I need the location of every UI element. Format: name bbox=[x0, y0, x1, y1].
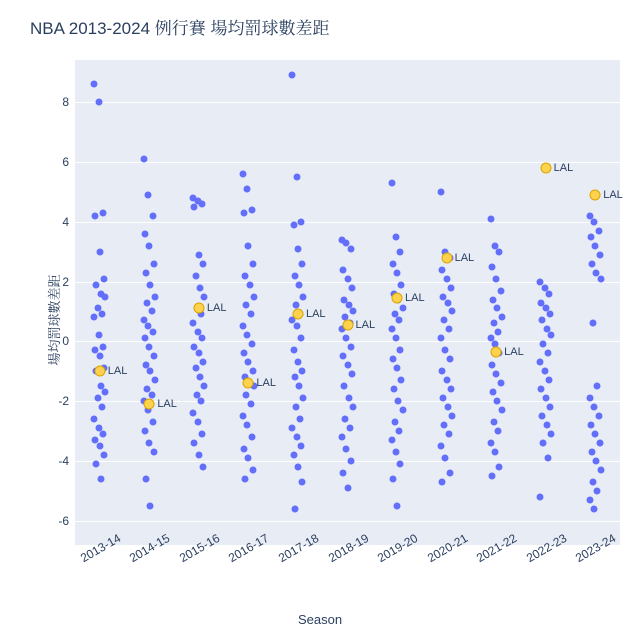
data-point[interactable] bbox=[397, 248, 404, 255]
y-axis-tick-label: 2 bbox=[62, 274, 69, 289]
data-point[interactable] bbox=[339, 434, 346, 441]
data-point[interactable] bbox=[492, 449, 499, 456]
data-point[interactable] bbox=[93, 461, 100, 468]
data-point[interactable] bbox=[394, 503, 401, 510]
data-point-lal[interactable] bbox=[243, 378, 254, 389]
x-axis-tick-label: 2013-14 bbox=[77, 530, 123, 566]
data-point[interactable] bbox=[149, 329, 156, 336]
data-point[interactable] bbox=[243, 302, 250, 309]
data-point[interactable] bbox=[340, 470, 347, 477]
data-point[interactable] bbox=[100, 431, 107, 438]
x-axis-tick-label: 2017-18 bbox=[275, 530, 322, 566]
data-point[interactable] bbox=[292, 404, 299, 411]
data-point[interactable] bbox=[545, 290, 552, 297]
data-point[interactable] bbox=[290, 347, 297, 354]
data-point[interactable] bbox=[344, 485, 351, 492]
data-point[interactable] bbox=[150, 260, 157, 267]
data-point[interactable] bbox=[245, 242, 252, 249]
data-point[interactable] bbox=[388, 326, 395, 333]
data-point[interactable] bbox=[140, 155, 147, 162]
data-point[interactable] bbox=[596, 251, 603, 258]
data-point[interactable] bbox=[290, 221, 297, 228]
data-point[interactable] bbox=[439, 479, 446, 486]
data-point[interactable] bbox=[344, 362, 351, 369]
data-point[interactable] bbox=[347, 458, 354, 465]
data-point-lal[interactable] bbox=[292, 309, 303, 320]
data-point[interactable] bbox=[296, 281, 303, 288]
data-point[interactable] bbox=[248, 206, 255, 213]
data-point[interactable] bbox=[246, 281, 253, 288]
data-point[interactable] bbox=[388, 179, 395, 186]
data-point[interactable] bbox=[198, 398, 205, 405]
x-axis-tick-label: 2021-22 bbox=[474, 530, 520, 566]
data-point[interactable] bbox=[289, 425, 296, 432]
gridline bbox=[75, 102, 620, 103]
data-point[interactable] bbox=[498, 407, 505, 414]
data-point[interactable] bbox=[545, 377, 552, 384]
data-point[interactable] bbox=[91, 416, 98, 423]
data-point[interactable] bbox=[249, 467, 256, 474]
data-point[interactable] bbox=[344, 275, 351, 282]
data-point[interactable] bbox=[146, 242, 153, 249]
data-point[interactable] bbox=[147, 281, 154, 288]
data-point-label: LAL bbox=[553, 161, 574, 174]
data-point[interactable] bbox=[102, 389, 109, 396]
data-point[interactable] bbox=[392, 335, 399, 342]
data-point[interactable] bbox=[443, 275, 450, 282]
data-point[interactable] bbox=[495, 329, 502, 336]
gridline bbox=[75, 521, 620, 522]
data-point[interactable] bbox=[98, 311, 105, 318]
data-point[interactable] bbox=[389, 356, 396, 363]
data-point[interactable] bbox=[196, 284, 203, 291]
data-point[interactable] bbox=[150, 353, 157, 360]
data-point[interactable] bbox=[241, 350, 248, 357]
data-point[interactable] bbox=[591, 218, 598, 225]
data-point[interactable] bbox=[289, 71, 296, 78]
data-point[interactable] bbox=[239, 170, 246, 177]
data-point[interactable] bbox=[489, 296, 496, 303]
data-point[interactable] bbox=[192, 365, 199, 372]
data-point[interactable] bbox=[239, 413, 246, 420]
data-point-label: LAL bbox=[157, 398, 177, 411]
data-point[interactable] bbox=[445, 326, 452, 333]
data-point[interactable] bbox=[447, 386, 454, 393]
data-point[interactable] bbox=[293, 173, 300, 180]
data-point[interactable] bbox=[397, 347, 404, 354]
data-point[interactable] bbox=[148, 392, 155, 399]
data-point[interactable] bbox=[439, 266, 446, 273]
data-point[interactable] bbox=[97, 476, 104, 483]
data-point[interactable] bbox=[147, 368, 154, 375]
data-point[interactable] bbox=[96, 248, 103, 255]
data-point[interactable] bbox=[151, 377, 158, 384]
data-point[interactable] bbox=[148, 308, 155, 315]
data-point[interactable] bbox=[597, 467, 604, 474]
data-point[interactable] bbox=[299, 479, 306, 486]
data-point-lal[interactable] bbox=[144, 399, 155, 410]
data-point[interactable] bbox=[592, 431, 599, 438]
data-point[interactable] bbox=[489, 389, 496, 396]
data-point[interactable] bbox=[396, 428, 403, 435]
data-point[interactable] bbox=[399, 305, 406, 312]
data-point[interactable] bbox=[498, 314, 505, 321]
data-point[interactable] bbox=[547, 404, 554, 411]
data-point[interactable] bbox=[442, 347, 449, 354]
data-point[interactable] bbox=[199, 200, 206, 207]
data-point[interactable] bbox=[300, 395, 307, 402]
data-point[interactable] bbox=[442, 455, 449, 462]
data-point[interactable] bbox=[395, 398, 402, 405]
data-point[interactable] bbox=[587, 422, 594, 429]
data-point-lal[interactable] bbox=[491, 346, 502, 357]
data-point[interactable] bbox=[244, 332, 251, 339]
data-point[interactable] bbox=[300, 293, 307, 300]
data-point[interactable] bbox=[201, 293, 208, 300]
data-point[interactable] bbox=[548, 431, 555, 438]
data-point[interactable] bbox=[493, 371, 500, 378]
data-point-label: LAL bbox=[256, 377, 276, 390]
data-point[interactable] bbox=[297, 416, 304, 423]
data-point[interactable] bbox=[538, 386, 545, 393]
data-point[interactable] bbox=[199, 431, 206, 438]
data-point[interactable] bbox=[342, 416, 349, 423]
data-point[interactable] bbox=[487, 215, 494, 222]
data-point[interactable] bbox=[191, 203, 198, 210]
data-point[interactable] bbox=[200, 464, 207, 471]
data-point[interactable] bbox=[488, 263, 495, 270]
data-point[interactable] bbox=[242, 476, 249, 483]
data-point[interactable] bbox=[438, 443, 445, 450]
data-point[interactable] bbox=[244, 185, 251, 192]
data-point-label: LAL bbox=[355, 318, 376, 331]
x-axis-tick-label: 2019-20 bbox=[375, 530, 421, 566]
data-point[interactable] bbox=[347, 245, 354, 252]
data-point[interactable] bbox=[93, 281, 100, 288]
data-point[interactable] bbox=[490, 320, 497, 327]
data-point[interactable] bbox=[597, 275, 604, 282]
data-point[interactable] bbox=[101, 275, 108, 282]
data-point[interactable] bbox=[394, 269, 401, 276]
data-point[interactable] bbox=[100, 209, 107, 216]
data-point[interactable] bbox=[245, 359, 252, 366]
data-point[interactable] bbox=[446, 356, 453, 363]
data-point[interactable] bbox=[298, 335, 305, 342]
data-point[interactable] bbox=[444, 404, 451, 411]
data-point[interactable] bbox=[292, 302, 299, 309]
data-point[interactable] bbox=[298, 443, 305, 450]
data-point[interactable] bbox=[388, 437, 395, 444]
data-point[interactable] bbox=[149, 212, 156, 219]
data-point[interactable] bbox=[141, 428, 148, 435]
data-point[interactable] bbox=[390, 386, 397, 393]
data-point[interactable] bbox=[348, 284, 355, 291]
data-point[interactable] bbox=[588, 260, 595, 267]
data-point[interactable] bbox=[242, 272, 249, 279]
data-point[interactable] bbox=[444, 299, 451, 306]
data-point[interactable] bbox=[350, 404, 357, 411]
data-point[interactable] bbox=[591, 404, 598, 411]
data-point[interactable] bbox=[250, 293, 257, 300]
data-point[interactable] bbox=[346, 425, 353, 432]
data-point-label: LAL bbox=[107, 365, 128, 378]
data-point[interactable] bbox=[345, 395, 352, 402]
data-point[interactable] bbox=[438, 188, 445, 195]
data-point[interactable] bbox=[150, 449, 157, 456]
data-point[interactable] bbox=[91, 314, 98, 321]
x-axis-tick-label: 2020-21 bbox=[424, 530, 470, 566]
data-point[interactable] bbox=[494, 398, 501, 405]
y-axis-tick-label: -4 bbox=[58, 454, 69, 469]
data-point[interactable] bbox=[590, 479, 597, 486]
data-point[interactable] bbox=[190, 410, 197, 417]
data-point[interactable] bbox=[347, 344, 354, 351]
data-point[interactable] bbox=[294, 359, 301, 366]
data-point[interactable] bbox=[147, 503, 154, 510]
data-point[interactable] bbox=[389, 476, 396, 483]
data-point[interactable] bbox=[587, 233, 594, 240]
data-point-lal[interactable] bbox=[94, 366, 105, 377]
data-point[interactable] bbox=[293, 434, 300, 441]
data-point[interactable] bbox=[195, 452, 202, 459]
data-point[interactable] bbox=[439, 368, 446, 375]
data-point[interactable] bbox=[244, 422, 251, 429]
data-point[interactable] bbox=[594, 488, 601, 495]
data-point[interactable] bbox=[490, 419, 497, 426]
data-point[interactable] bbox=[143, 476, 150, 483]
gridline bbox=[75, 222, 620, 223]
data-point[interactable] bbox=[399, 407, 406, 414]
data-point[interactable] bbox=[291, 506, 298, 513]
data-point[interactable] bbox=[200, 359, 207, 366]
data-point[interactable] bbox=[348, 371, 355, 378]
data-point[interactable] bbox=[590, 320, 597, 327]
data-point[interactable] bbox=[539, 413, 546, 420]
data-point[interactable] bbox=[540, 341, 547, 348]
x-axis-title: Season bbox=[297, 612, 343, 627]
data-point[interactable] bbox=[241, 446, 248, 453]
data-point[interactable] bbox=[441, 422, 448, 429]
y-axis-tick-label: 8 bbox=[62, 94, 69, 109]
data-point[interactable] bbox=[196, 374, 203, 381]
data-point[interactable] bbox=[299, 368, 306, 375]
data-point[interactable] bbox=[195, 350, 202, 357]
data-point[interactable] bbox=[194, 419, 201, 426]
data-point[interactable] bbox=[247, 401, 254, 408]
data-point[interactable] bbox=[146, 344, 153, 351]
data-point[interactable] bbox=[488, 362, 495, 369]
data-point[interactable] bbox=[298, 218, 305, 225]
data-point[interactable] bbox=[544, 350, 551, 357]
data-point[interactable] bbox=[596, 440, 603, 447]
data-point[interactable] bbox=[247, 311, 254, 318]
data-point[interactable] bbox=[343, 446, 350, 453]
data-point[interactable] bbox=[94, 395, 101, 402]
data-point[interactable] bbox=[294, 245, 301, 252]
data-point-lal[interactable] bbox=[441, 252, 452, 263]
data-point[interactable] bbox=[497, 380, 504, 387]
data-point[interactable] bbox=[249, 368, 256, 375]
data-point[interactable] bbox=[201, 383, 208, 390]
data-point[interactable] bbox=[441, 317, 448, 324]
data-point-lal[interactable] bbox=[392, 293, 403, 304]
data-point[interactable] bbox=[291, 272, 298, 279]
data-point[interactable] bbox=[149, 419, 156, 426]
data-point[interactable] bbox=[95, 98, 102, 105]
data-point-label: LAL bbox=[405, 292, 425, 304]
data-point[interactable] bbox=[92, 212, 99, 219]
data-point[interactable] bbox=[392, 233, 399, 240]
data-point[interactable] bbox=[586, 395, 593, 402]
data-point[interactable] bbox=[446, 470, 453, 477]
data-point[interactable] bbox=[449, 308, 456, 315]
data-point[interactable] bbox=[541, 368, 548, 375]
data-point[interactable] bbox=[397, 461, 404, 468]
data-point[interactable] bbox=[248, 341, 255, 348]
x-axis-tick-label: 2022-23 bbox=[523, 530, 569, 566]
data-point[interactable] bbox=[243, 392, 250, 399]
data-point[interactable] bbox=[542, 395, 549, 402]
data-point[interactable] bbox=[249, 260, 256, 267]
y-axis-tick-label: 4 bbox=[62, 214, 69, 229]
data-point[interactable] bbox=[548, 332, 555, 339]
y-axis-tick-label: 6 bbox=[62, 154, 69, 169]
data-point[interactable] bbox=[294, 464, 301, 471]
data-point[interactable] bbox=[592, 242, 599, 249]
data-point[interactable] bbox=[141, 335, 148, 342]
data-point[interactable] bbox=[440, 395, 447, 402]
data-point[interactable] bbox=[595, 227, 602, 234]
data-point[interactable] bbox=[398, 377, 405, 384]
data-point[interactable] bbox=[396, 317, 403, 324]
data-point[interactable] bbox=[449, 413, 456, 420]
data-point[interactable] bbox=[290, 452, 297, 459]
y-axis-title: 場均罰球數差距 bbox=[47, 274, 63, 366]
data-point[interactable] bbox=[293, 323, 300, 330]
data-point[interactable] bbox=[539, 317, 546, 324]
data-point-label: LAL bbox=[504, 345, 524, 358]
data-point[interactable] bbox=[239, 323, 246, 330]
data-point[interactable] bbox=[588, 449, 595, 456]
data-point[interactable] bbox=[495, 428, 502, 435]
data-point-label: LAL bbox=[206, 302, 227, 315]
data-point[interactable] bbox=[593, 458, 600, 465]
data-point[interactable] bbox=[343, 335, 350, 342]
data-point-lal[interactable] bbox=[590, 189, 601, 200]
data-point[interactable] bbox=[102, 293, 109, 300]
x-axis-tick-label: 2014-15 bbox=[127, 530, 173, 566]
data-point[interactable] bbox=[248, 434, 255, 441]
data-point-lal[interactable] bbox=[540, 162, 551, 173]
data-point[interactable] bbox=[151, 293, 158, 300]
data-point[interactable] bbox=[398, 281, 405, 288]
data-point[interactable] bbox=[496, 248, 503, 255]
data-point[interactable] bbox=[392, 449, 399, 456]
x-axis-tick-label: 2016-17 bbox=[226, 530, 272, 566]
data-point[interactable] bbox=[192, 272, 199, 279]
data-point[interactable] bbox=[493, 275, 500, 282]
data-point[interactable] bbox=[145, 191, 152, 198]
data-point[interactable] bbox=[443, 377, 450, 384]
data-point[interactable] bbox=[340, 266, 347, 273]
data-point[interactable] bbox=[537, 494, 544, 501]
y-axis-tick-label: -6 bbox=[58, 514, 69, 529]
data-point[interactable] bbox=[291, 374, 298, 381]
plot-area bbox=[58, 60, 623, 566]
data-point[interactable] bbox=[488, 473, 495, 480]
data-point-label: LAL bbox=[454, 251, 475, 264]
data-point[interactable] bbox=[241, 209, 248, 216]
chart-title: NBA 2013-2024 例行賽 場均罰球數差距 bbox=[30, 19, 330, 38]
data-point[interactable] bbox=[595, 413, 602, 420]
data-point[interactable] bbox=[447, 284, 454, 291]
data-point[interactable] bbox=[91, 80, 98, 87]
data-point-lal[interactable] bbox=[193, 303, 204, 314]
data-point[interactable] bbox=[144, 299, 151, 306]
data-point[interactable] bbox=[146, 440, 153, 447]
data-point[interactable] bbox=[96, 353, 103, 360]
y-axis-tick-label: 0 bbox=[62, 334, 69, 349]
data-point[interactable] bbox=[341, 383, 348, 390]
data-point[interactable] bbox=[445, 431, 452, 438]
data-point[interactable] bbox=[394, 365, 401, 372]
x-axis-tick-label: 2015-16 bbox=[176, 530, 223, 566]
data-point[interactable] bbox=[143, 269, 150, 276]
data-point[interactable] bbox=[494, 305, 501, 312]
gridline bbox=[75, 162, 620, 163]
data-point[interactable] bbox=[591, 506, 598, 513]
x-axis-tick-label: 2018-19 bbox=[325, 530, 371, 566]
data-point-label: LAL bbox=[305, 308, 326, 321]
data-point[interactable] bbox=[340, 353, 347, 360]
data-point[interactable] bbox=[191, 440, 198, 447]
data-point[interactable] bbox=[98, 404, 105, 411]
data-point[interactable] bbox=[299, 260, 306, 267]
data-point[interactable] bbox=[540, 440, 547, 447]
data-point[interactable] bbox=[100, 344, 107, 351]
data-point[interactable] bbox=[496, 464, 503, 471]
data-point-label: LAL bbox=[603, 188, 623, 201]
data-point[interactable] bbox=[350, 308, 357, 315]
data-point[interactable] bbox=[95, 332, 102, 339]
data-point[interactable] bbox=[547, 311, 554, 318]
data-point[interactable] bbox=[141, 230, 148, 237]
x-axis-tick-label: 2023-24 bbox=[573, 530, 619, 566]
data-point[interactable] bbox=[296, 383, 303, 390]
data-point[interactable] bbox=[200, 260, 207, 267]
data-point[interactable] bbox=[96, 443, 103, 450]
data-point[interactable] bbox=[594, 383, 601, 390]
data-point[interactable] bbox=[190, 320, 197, 327]
y-axis-tick-label: -2 bbox=[58, 394, 69, 409]
data-point[interactable] bbox=[195, 251, 202, 258]
data-point[interactable] bbox=[586, 497, 593, 504]
data-point[interactable] bbox=[497, 287, 504, 294]
data-point[interactable] bbox=[537, 359, 544, 366]
data-point[interactable] bbox=[389, 260, 396, 267]
data-point[interactable] bbox=[245, 455, 252, 462]
data-point[interactable] bbox=[391, 419, 398, 426]
data-point[interactable] bbox=[438, 335, 445, 342]
data-point[interactable] bbox=[543, 422, 550, 429]
data-point[interactable] bbox=[487, 440, 494, 447]
data-point[interactable] bbox=[199, 335, 206, 342]
data-point-lal[interactable] bbox=[342, 319, 353, 330]
data-point[interactable] bbox=[101, 452, 108, 459]
data-point[interactable] bbox=[544, 455, 551, 462]
